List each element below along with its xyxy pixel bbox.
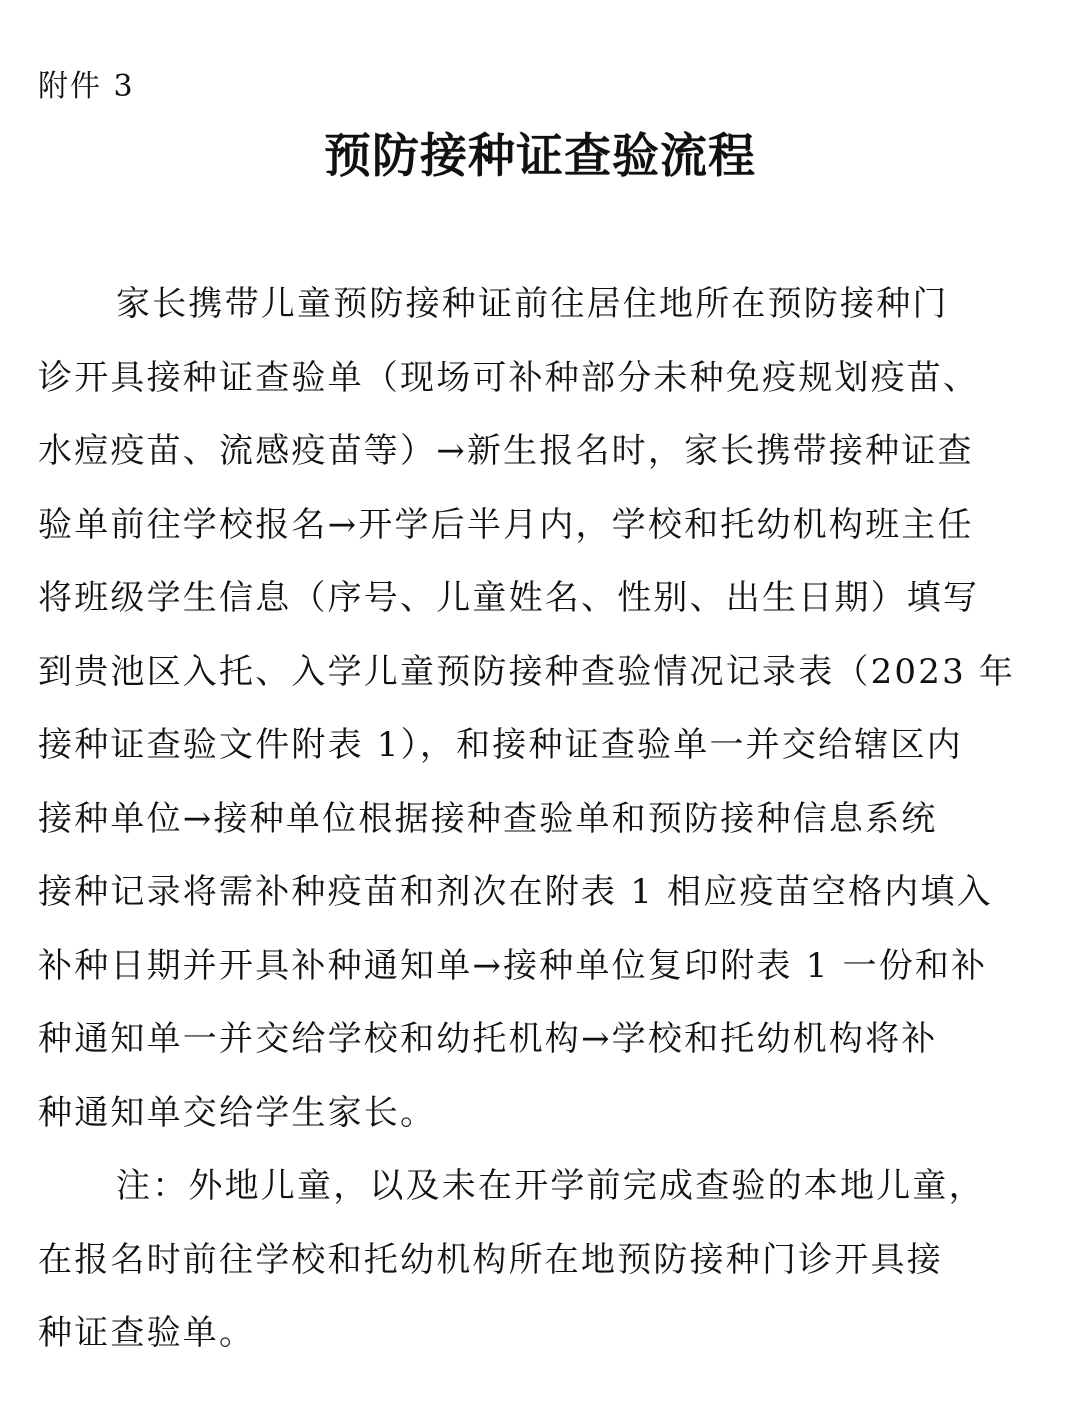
paragraph-line: 家长携带儿童预防接种证前往居住地所在预防接种门 xyxy=(116,284,949,324)
attachment-label: 附件 3 xyxy=(38,69,135,104)
main-paragraph xyxy=(38,268,1038,1150)
note-line: 在报名时前往学校和托幼机构所在地预防接种门诊开具接 xyxy=(38,1239,943,1280)
paragraph-line: 将班级学生信息（序号、儿童姓名、性别、出生日期）填写 xyxy=(38,578,980,618)
paragraph-line: 诊开具接种证查验单（现场可补种部分未种免疫规划疫苗、 xyxy=(38,357,980,398)
note-paragraph xyxy=(38,1150,1038,1371)
paragraph-line: 验单前往学校报名→开学后半月内，学校和托幼机构班主任 xyxy=(38,504,974,545)
document-body xyxy=(38,268,1038,1371)
document-title: 预防接种证查验流程 xyxy=(324,129,756,184)
paragraph-line: 到贵池区入托、入学儿童预防接种查验情况记录表（2023 年 xyxy=(38,651,1016,692)
paragraph-line: 接种证查验文件附表 1），和接种证查验单一并交给辖区内 xyxy=(38,725,963,765)
note-line: 注：外地儿童，以及未在开学前完成查验的本地儿童， xyxy=(116,1166,985,1206)
paragraph-line: 水痘疫苗、流感疫苗等）→新生报名时，家长携带接种证查 xyxy=(38,431,974,471)
paragraph-line: 接种记录将需补种疫苗和剂次在附表 1 相应疫苗空格内填入 xyxy=(38,872,993,912)
paragraph-line: 种通知单一并交给学校和幼托机构→学校和托幼机构将补 xyxy=(38,1019,938,1059)
paragraph-line: 接种单位→接种单位根据接种查验单和预防接种信息系统 xyxy=(38,798,938,839)
note-line: 种证查验单。 xyxy=(38,1313,256,1353)
paragraph-line: 种通知单交给学生家长。 xyxy=(38,1092,437,1133)
paragraph-line: 补种日期并开具补种通知单→接种单位复印附表 1 一份和补 xyxy=(38,945,988,986)
